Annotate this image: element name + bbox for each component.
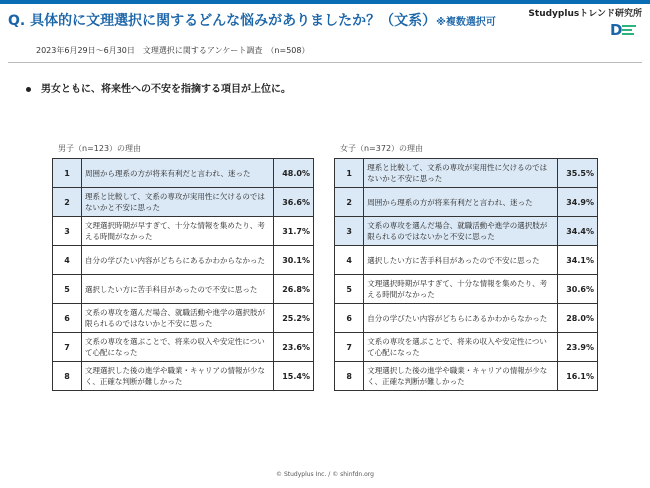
female-table-label: 女子（n=372）の理由 — [340, 144, 424, 153]
rank-cell: 5 — [335, 275, 364, 304]
bullet-dot-icon — [26, 87, 31, 92]
reason-cell: 自分の学びたい内容がどちらにあるかわからなかった — [364, 304, 557, 333]
reason-cell: 文理選択時期が早すぎて、十分な情報を集めたり、考える時間がなかった — [82, 217, 274, 246]
percent-cell: 34.9% — [557, 188, 597, 217]
reason-cell: 文系の専攻を選んだ場合、就職活動や進学の選択肢が限られるのではないかと不安に思った — [82, 304, 274, 333]
percent-cell: 28.0% — [557, 304, 597, 333]
rank-cell: 6 — [335, 304, 364, 333]
divider — [8, 62, 642, 63]
percent-cell: 34.4% — [557, 217, 597, 246]
percent-cell: 16.1% — [557, 362, 597, 391]
percent-cell: 23.6% — [274, 333, 314, 362]
rank-cell: 8 — [53, 362, 82, 391]
table-row — [335, 217, 598, 246]
percent-cell: 35.5% — [557, 159, 597, 188]
percent-cell: 30.1% — [274, 246, 314, 275]
reason-cell: 選択したい方に苦手科目があったので不安に思った — [364, 246, 557, 275]
rank-cell: 3 — [335, 217, 364, 246]
logo-icon: D — [610, 22, 636, 38]
table-row — [335, 333, 598, 362]
rank-cell: 4 — [335, 246, 364, 275]
table-row — [53, 304, 314, 333]
rank-cell: 5 — [53, 275, 82, 304]
survey-subtitle: 2023年6月29日〜6月30日 文理選択に関するアンケート調査 （n=508） — [36, 46, 310, 55]
reason-cell: 文系の専攻を選んだ場合、就職活動や進学の選択肢が限られるのではないかと不安に思った — [364, 217, 557, 246]
rank-cell: 8 — [335, 362, 364, 391]
percent-cell: 31.7% — [274, 217, 314, 246]
table-row — [53, 246, 314, 275]
rank-cell: 1 — [335, 159, 364, 188]
table-row — [335, 275, 598, 304]
page-title — [8, 10, 496, 30]
table-row — [53, 333, 314, 362]
reason-cell: 周囲から理系の方が将来有利だと言われ、迷った — [82, 159, 274, 188]
reason-cell: 文理選択時期が早すぎて、十分な情報を集めたり、考える時間がなかった — [364, 275, 557, 304]
table-row — [335, 246, 598, 275]
table-row — [53, 217, 314, 246]
table-row — [53, 362, 314, 391]
reason-cell: 文系の専攻を選ぶことで、将来の収入や安定性について心配になった — [364, 333, 557, 362]
percent-cell: 36.6% — [274, 188, 314, 217]
percent-cell: 30.6% — [557, 275, 597, 304]
table-row — [335, 304, 598, 333]
title-text: Q. 具体的に文理選択に関するどんな悩みがありましたか？（文系） — [8, 13, 437, 29]
table-row — [335, 362, 598, 391]
rank-cell: 3 — [53, 217, 82, 246]
summary-text: 男女ともに、将来性への不安を指摘する項目が上位に。 — [41, 84, 291, 95]
male-ranking-table — [52, 158, 314, 391]
footer-copyright: © Studyplus Inc. / © shinfdn.org — [276, 471, 374, 478]
title-note: ※複数選択可 — [436, 17, 496, 28]
percent-cell: 26.8% — [274, 275, 314, 304]
rank-cell: 4 — [53, 246, 82, 275]
brand-label: Studyplusトレンド研究所 — [528, 9, 642, 19]
reason-cell: 理系と比較して、文系の専攻が実用性に欠けるのではないかと不安に思った — [364, 159, 557, 188]
percent-cell: 15.4% — [274, 362, 314, 391]
table-row — [53, 275, 314, 304]
rank-cell: 1 — [53, 159, 82, 188]
percent-cell: 25.2% — [274, 304, 314, 333]
top-accent-bar — [0, 0, 650, 4]
reason-cell: 文理選択した後の進学や職業・キャリアの情報が少なく、正確な判断が難しかった — [364, 362, 557, 391]
rank-cell: 7 — [335, 333, 364, 362]
percent-cell: 48.0% — [274, 159, 314, 188]
table-row — [53, 159, 314, 188]
table-row — [335, 159, 598, 188]
reason-cell: 自分の学びたい内容がどちらにあるかわからなかった — [82, 246, 274, 275]
reason-cell: 選択したい方に苦手科目があったので不安に思った — [82, 275, 274, 304]
reason-cell: 文系の専攻を選ぶことで、将来の収入や安定性について心配になった — [82, 333, 274, 362]
percent-cell: 34.1% — [557, 246, 597, 275]
reason-cell: 文理選択した後の進学や職業・キャリアの情報が少なく、正確な判断が難しかった — [82, 362, 274, 391]
female-ranking-table — [334, 158, 598, 391]
reason-cell: 周囲から理系の方が将来有利だと言われ、迷った — [364, 188, 557, 217]
reason-cell: 理系と比較して、文系の専攻が実用性に欠けるのではないかと不安に思った — [82, 188, 274, 217]
rank-cell: 6 — [53, 304, 82, 333]
male-table-label: 男子（n=123）の理由 — [58, 144, 142, 153]
table-row — [53, 188, 314, 217]
percent-cell: 23.9% — [557, 333, 597, 362]
rank-cell: 7 — [53, 333, 82, 362]
summary-bullet — [26, 80, 291, 95]
rank-cell: 2 — [53, 188, 82, 217]
rank-cell: 2 — [335, 188, 364, 217]
table-row — [335, 188, 598, 217]
